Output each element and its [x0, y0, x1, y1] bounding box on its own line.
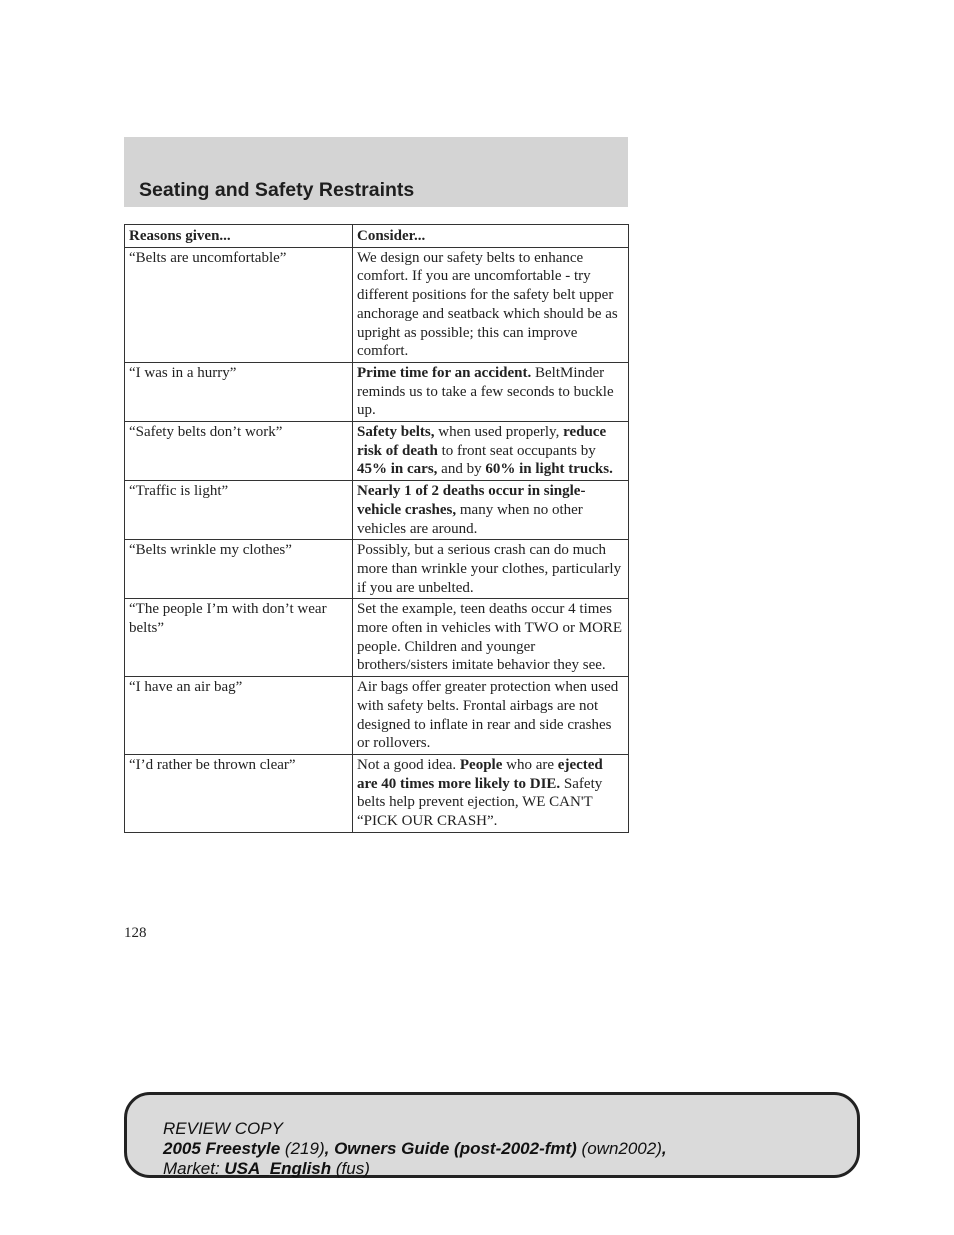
- consider-cell: [353, 247, 629, 362]
- page-number: 128: [124, 925, 147, 941]
- body-text: and by: [437, 461, 486, 478]
- consider-cell: [353, 599, 629, 677]
- body-text: Possibly, but a serious crash can do much more than wrinkle your clothes, particularly if you are unbelted.: [357, 542, 622, 596]
- emphasis-text: Prime time for an accident.: [357, 364, 532, 381]
- body-text: when used properly,: [434, 424, 564, 441]
- consider-cell: [353, 362, 629, 421]
- footer-segment: USA_English: [224, 1159, 332, 1178]
- footer-line-3: [163, 1159, 667, 1179]
- emphasis-text: Safety belts,: [357, 424, 435, 441]
- emphasis-text: reduce risk of death: [357, 424, 607, 459]
- table-row: [125, 362, 629, 421]
- emphasis-text: 45% in cars,: [357, 461, 438, 478]
- table-row: [125, 599, 629, 677]
- section-title: Seating and Safety Restraints: [139, 179, 415, 201]
- table-row: [125, 540, 629, 599]
- section-header-band: [124, 137, 628, 207]
- table-row: [125, 481, 629, 540]
- column-header-reasons: Reasons given...: [125, 225, 353, 248]
- body-text: We design our safety belts to enhance comfort. If you are uncomfortable - try different positions for the safety belt upper anchorage and seatback which should be as upright as possible; this can improve comfort.: [357, 249, 618, 360]
- reason-cell: “Belts wrinkle my clothes”: [125, 540, 353, 599]
- footer-segment: (fus): [331, 1159, 370, 1178]
- footer-segment: ,: [661, 1139, 667, 1158]
- footer-segment: Market:: [163, 1159, 225, 1178]
- footer-segment: 2005 Freestyle: [163, 1139, 281, 1158]
- emphasis-text: People: [459, 756, 503, 773]
- reason-cell: “I have an air bag”: [125, 677, 353, 755]
- consider-cell: [353, 677, 629, 755]
- body-text: to front seat occupants by: [437, 442, 596, 459]
- table-row: [125, 247, 629, 362]
- body-text: Set the example, teen deaths occur 4 times more often in vehicles with TWO or MORE people. Children and younger brothers/sisters imitate behavior they see.: [357, 601, 623, 674]
- footer-text: [163, 1119, 667, 1179]
- body-text: Safety belts help prevent ejection, WE CAN'T “PICK OUR CRASH”.: [357, 775, 603, 830]
- reason-cell: “Traffic is light”: [125, 481, 353, 540]
- consider-cell: [353, 754, 629, 832]
- footer-segment: (own2002): [576, 1139, 662, 1158]
- body-text: many when no other vehicles are around.: [357, 501, 583, 537]
- body-text: who are: [502, 756, 558, 773]
- reason-cell: “I’d rather be thrown clear”: [125, 754, 353, 832]
- reason-cell: “Safety belts don’t work”: [125, 422, 353, 481]
- body-text: Not a good idea.: [357, 756, 460, 773]
- footer-segment: , Owners Guide (post-2002-fmt): [324, 1139, 577, 1158]
- table-row: [125, 422, 629, 481]
- emphasis-text: 60% in light trucks.: [485, 461, 613, 478]
- footer-segment: (219): [280, 1139, 325, 1158]
- table-row: [125, 754, 629, 832]
- column-header-consider: Consider...: [353, 225, 629, 248]
- reason-cell: “Belts are uncomfortable”: [125, 247, 353, 362]
- consider-cell: [353, 481, 629, 540]
- table-header-row: [125, 225, 629, 248]
- table-row: [125, 677, 629, 755]
- reasons-table: [124, 224, 629, 833]
- body-text: BeltMinder reminds us to take a few seconds to buckle up.: [357, 364, 614, 419]
- reason-cell: “The people I’m with don’t wear belts”: [125, 599, 353, 677]
- consider-cell: [353, 422, 629, 481]
- body-text: Air bags offer greater protection when used with safety belts. Frontal airbags are not designed to inflate in rear and side crashes or rollovers.: [357, 679, 619, 752]
- emphasis-text: Nearly 1 of 2 deaths occur in single-vehicle crashes,: [357, 483, 586, 518]
- table-body: [125, 247, 629, 832]
- reason-cell: “I was in a hurry”: [125, 362, 353, 421]
- emphasis-text: ejected are 40 times more likely to DIE.: [357, 756, 603, 792]
- review-copy-footer: [124, 1092, 860, 1178]
- consider-cell: [353, 540, 629, 599]
- footer-line-2: [163, 1139, 667, 1159]
- footer-line-1: REVIEW COPY: [163, 1119, 283, 1138]
